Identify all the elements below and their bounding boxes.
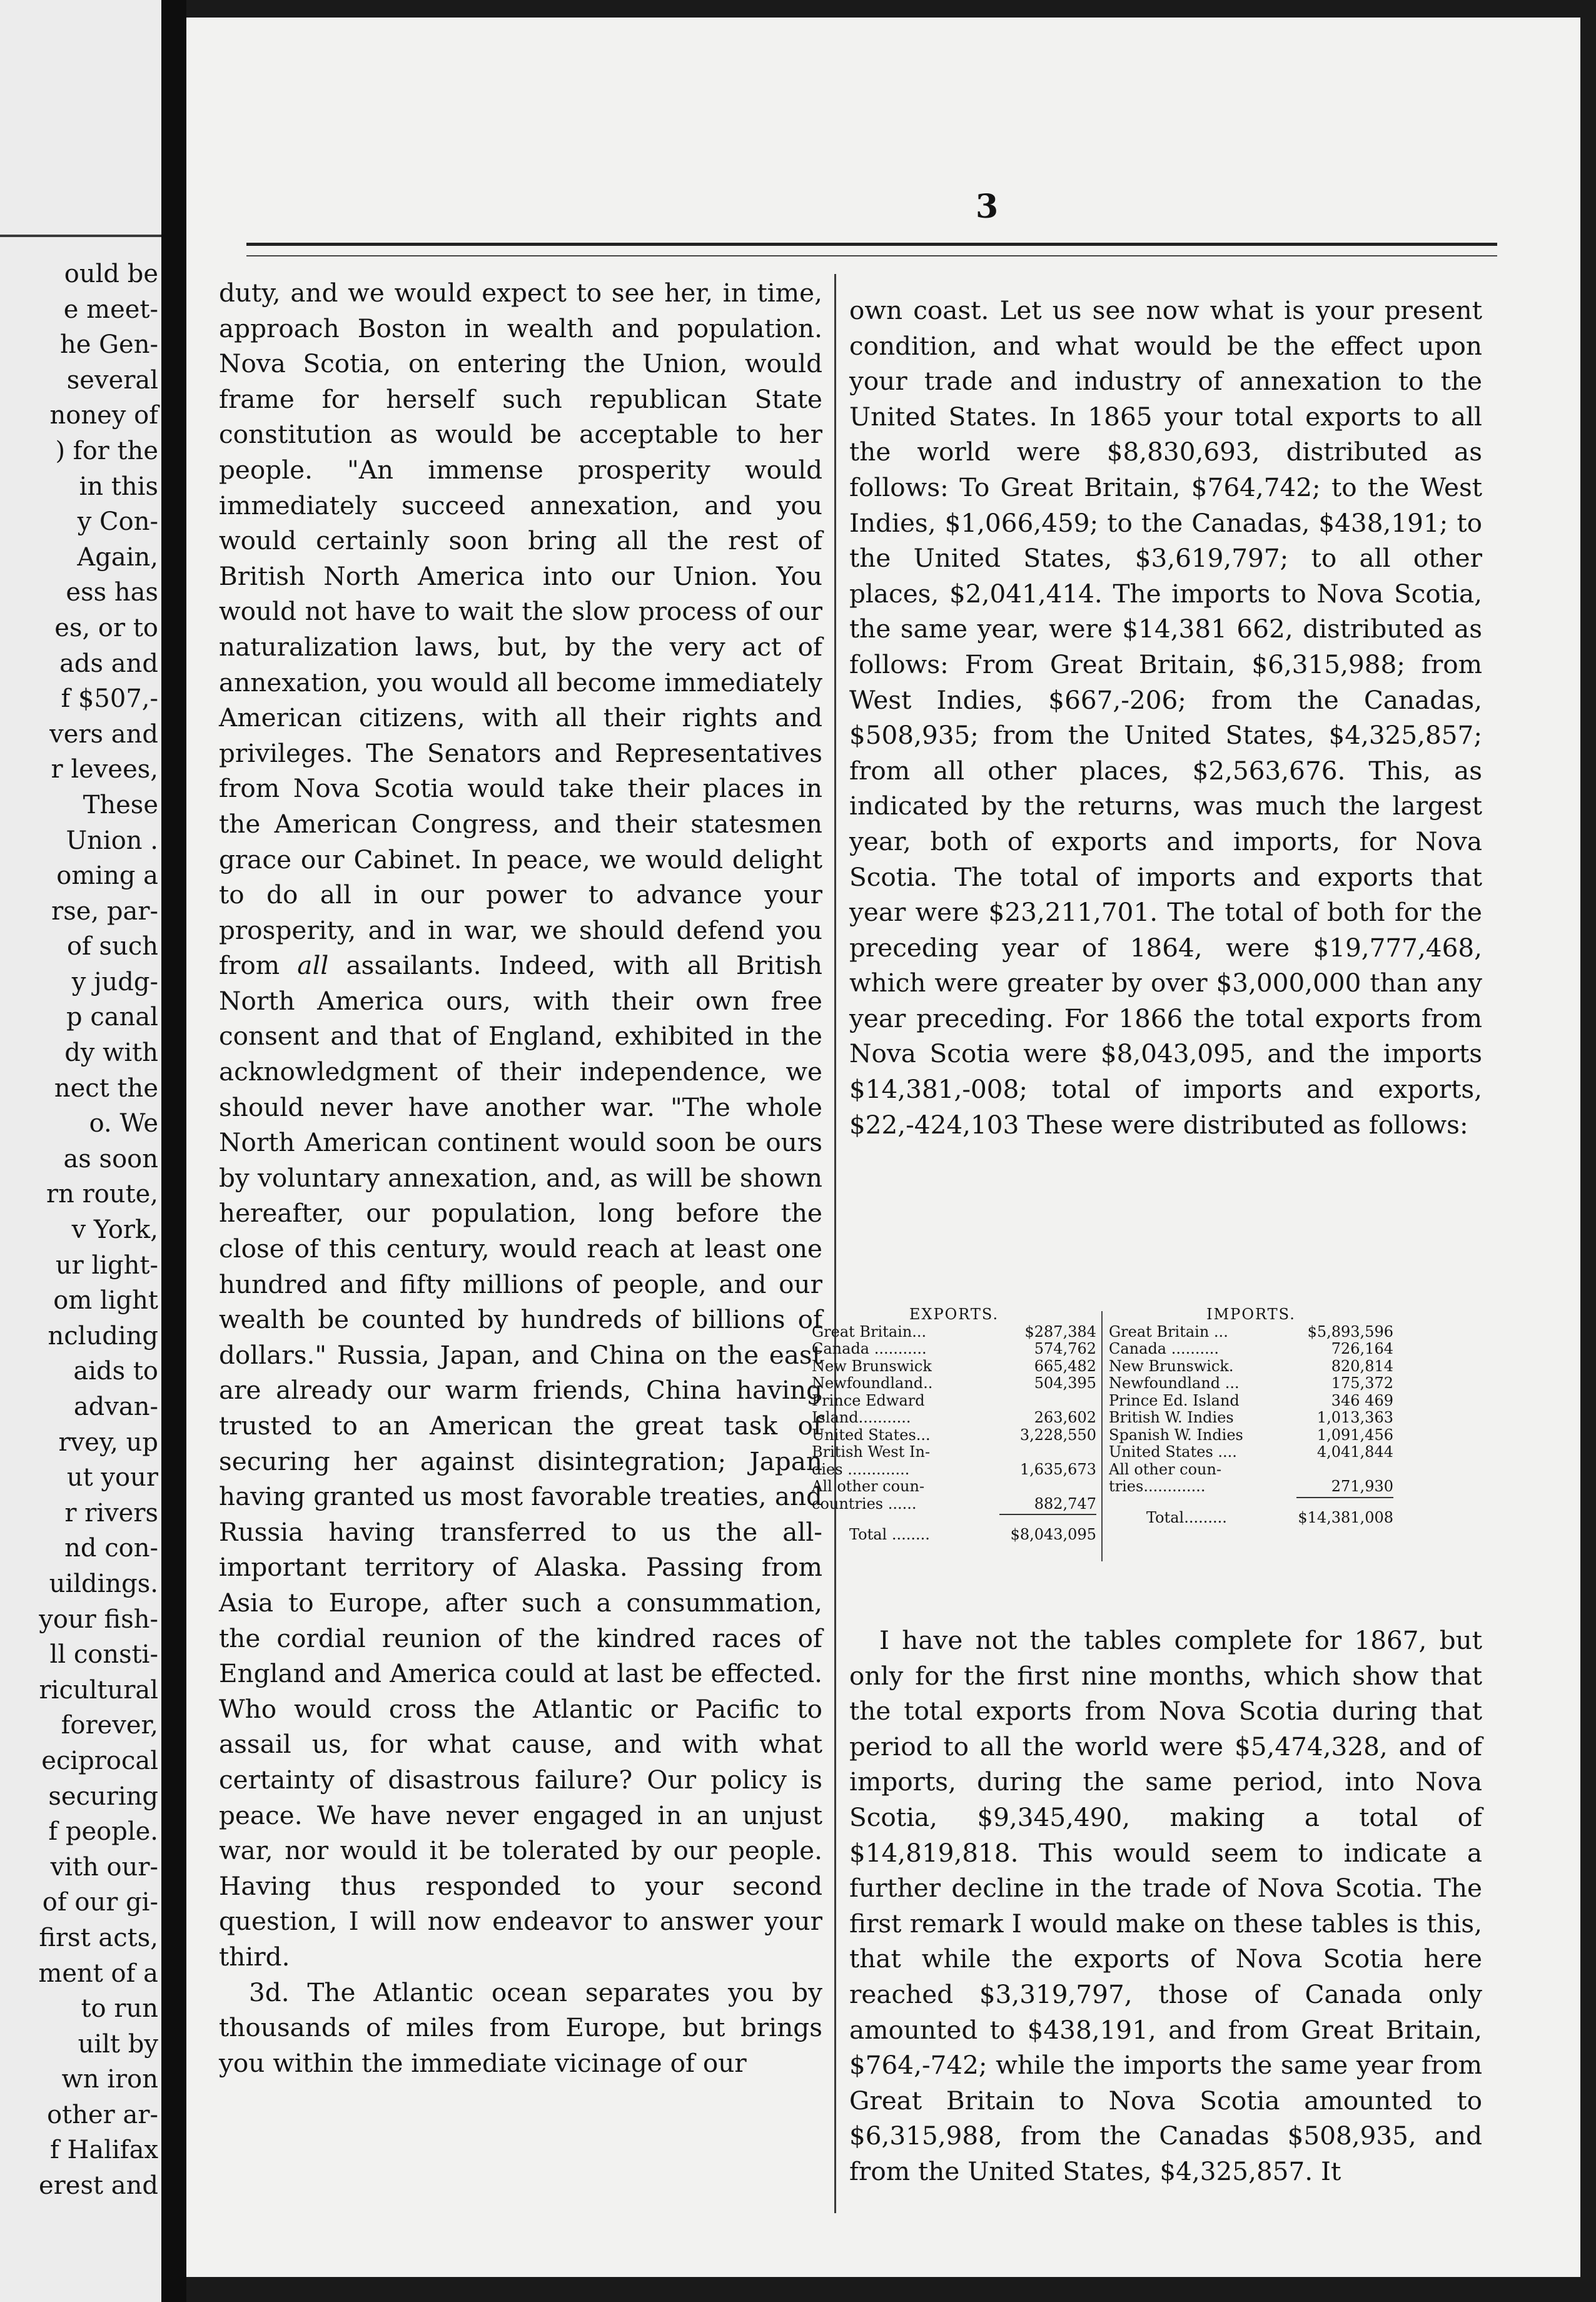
- imports-row: [1109, 1324, 1393, 1341]
- left-page-line: y judg-: [71, 967, 158, 996]
- exports-country: New Brunswick: [812, 1357, 932, 1375]
- imports-total-value: $14,381,008: [1298, 1508, 1393, 1526]
- exports-country: British West In-: [812, 1444, 931, 1461]
- left-page-line: r rivers: [64, 1498, 158, 1528]
- left-page-line: aids to: [73, 1357, 158, 1386]
- left-page-line: r levees,: [51, 755, 158, 784]
- left-page-line: Again,: [77, 542, 158, 572]
- imports-sum-rule: [1296, 1497, 1393, 1498]
- imports-country: Spanish W. Indies: [1109, 1426, 1243, 1444]
- left-page-line: he Gen-: [59, 330, 158, 360]
- imports-amount: 726,164: [1331, 1340, 1393, 1357]
- exports-total-value: $8,043,095: [1010, 1526, 1096, 1543]
- imports-row: [1109, 1358, 1393, 1376]
- exports-country: countries ......: [812, 1495, 917, 1513]
- imports-country: New Brunswick.: [1109, 1357, 1234, 1375]
- header-rule-thin: [246, 255, 1497, 256]
- exports-row: [812, 1478, 1096, 1496]
- imports-row: [1109, 1461, 1393, 1479]
- left-page-line: rvey, up: [58, 1427, 158, 1457]
- exports-country: Canada ...........: [812, 1341, 927, 1357]
- imports-country: British W. Indies: [1109, 1409, 1234, 1426]
- exports-sum-rule: [999, 1514, 1096, 1515]
- left-page-line: ) for the: [55, 436, 158, 465]
- exports-amount: 665,482: [1034, 1357, 1096, 1375]
- left-page-line: to run: [81, 1994, 158, 2024]
- exports-row: [812, 1427, 1096, 1444]
- left-page-line: ncluding: [48, 1321, 158, 1351]
- exports-country: dies .............: [812, 1461, 910, 1478]
- column-right-paragraph-2-wrap: [849, 1623, 1482, 2189]
- left-page-text: [5, 256, 158, 2204]
- exports-amount: 882,747: [1034, 1494, 1096, 1513]
- exports-row: [812, 1496, 1096, 1513]
- left-page-line: as soon: [63, 1144, 158, 1174]
- exports-row: [812, 1324, 1096, 1341]
- exports-row: [812, 1375, 1096, 1392]
- exports-row: [812, 1392, 1096, 1410]
- left-page-line: your fish-: [39, 1605, 158, 1634]
- left-page-line: f Halifax: [49, 2136, 158, 2165]
- left-page-line: ess has: [66, 578, 158, 607]
- left-page-line: oming a: [56, 861, 158, 891]
- exports-country: Great Britain...: [812, 1323, 927, 1341]
- imports-amount: $5,893,596: [1307, 1322, 1393, 1341]
- left-page-line: y Con-: [77, 507, 158, 537]
- left-page-line: rse, par-: [51, 896, 158, 926]
- left-page-line: of such: [66, 932, 158, 961]
- left-page-line: v York,: [71, 1215, 158, 1245]
- left-page-line: eciprocal: [41, 1746, 158, 1775]
- column-left-paragraph-1: duty, and we would expect to see her, in time, approach Boston in wealth and population. Nova Scotia, on entering the Union, would frame for herself such republican State constitution as would be acceptable to her people. "An immense prosperity would immediately succeed annexation, and you would certainly soon bring all the rest of British North America into our Union. You would not have to wait the slow process of our naturalization laws, but, by the very act of annexation, you would all become immediately American citizens, with all their rights and privileges. The Senators and Representatives from Nova Scotia would take their places in the American Congress, and their statesmen grace our Cabinet. In peace, we would delight to do all in our power to advance your prosperity, and in war, we should defend you from all assailants. Indeed, with all British North America ours, with their own free consent and that of England, exhibited in the acknowledgment of their independence, we should never have another war. "The whole North American continent would soon be ours by voluntary annexation, and, as will be shown hereafter, our population, long before the close of this century, would reach at least one hundred and fifty millions of people, and our wealth be counted by hundreds of billions of dollars." Russia, Japan, and China on the east are already our warm friends, China having trusted to an American the great task of securing her against disintegration; Japan having granted us most favorable treaties, and Russia having transferred to us the all-important territory of Alaska. Passing from Asia to Europe, after such a consummation, the cordial reunion of the kindred races of England and America could at last be effected. Who would cross the Atlantic or Pacific to assail us, for what cause, and with what certainty of disastrous failure? Our policy is peace. We have never engaged in an unjust war, nor would it be tolerated by our people. Having thus responded to your second question, I will now endeavor to answer your third.: [219, 278, 822, 1972]
- left-page-line: om light: [53, 1286, 158, 1316]
- imports-country: All other coun-: [1109, 1461, 1222, 1478]
- exports-total-row: [812, 1526, 1096, 1544]
- imports-amount: 4,041,844: [1316, 1443, 1393, 1461]
- imports-country: Great Britain ...: [1109, 1323, 1228, 1341]
- left-page-line: These: [83, 790, 158, 819]
- left-page-line: securing: [48, 1782, 158, 1811]
- column-right-paragraph-2: I have not the tables complete for 1867, but only for the first nine months, which show that the total exports from Nova Scotia during that period to all the world were $5,474,328, and of imports, during the same period, into Nova Scotia, $9,345,490, making a total of $14,819,818. This would seem to indicate a further decline in the trade of Nova Scotia. The first remark I would make on these tables is this, that while the exports of Nova Scotia here reached $3,319,797, those of Canada only amounted to $438,191, and from Great Britain, $764,-742; while the imports the same year from Great Britain to Nova Scotia amounted to $6,315,988, from the Canadas $508,935, and from the United States, $4,325,857. It: [849, 1625, 1482, 2186]
- header-rule: [246, 243, 1497, 246]
- column-left-paragraph-2: 3d. The Atlantic ocean separates you by thousands of miles from Europe, but brings you within the immediate vicinage of our: [219, 1977, 822, 2078]
- column-left: [219, 275, 822, 2081]
- column-right-paragraph-1: own coast. Let us see now what is your present condition, and what would be the effect upon your trade and industry of annexation to the United States. In 1865 your total exports to all the world were $8,830,693, distributed as follows: To Great Britain, $764,742; to the West Indies, $1,066,459; to the Canadas, $438,191; to the United States, $3,619,797; to all other places, $2,041,414. The imports to Nova Scotia, the same year, were $14,381 662, distributed as follows: From Great Britain, $6,315,988; from West Indies, $667,-206; from the Canadas, $508,935; from the United States, $4,325,857; from all other places, $2,563,676. This, as indicated by the returns, was much the largest year, both of exports and imports, for Nova Scotia. The total of imports and exports that year were $23,211,701. The total of both for the preceding year of 1864, were $19,777,468, which were greater by over $3,000,000 than any year preceding. For 1866 the total exports from Nova Scotia were $8,043,095, and the imports $14,381,-008; total of imports and exports, $22,-424,103 These were distributed as follows:: [849, 295, 1482, 1140]
- left-page-line: e meet-: [63, 295, 158, 324]
- exports-amount: 574,762: [1034, 1340, 1096, 1357]
- left-page-line: rn route,: [46, 1180, 158, 1209]
- exports-heading: EXPORTS.: [909, 1306, 999, 1323]
- book-spine: [161, 0, 186, 2302]
- left-page-fragment: [0, 0, 161, 2302]
- exports-row: [812, 1358, 1096, 1376]
- left-page-line: advan-: [73, 1392, 158, 1421]
- left-page-line: dy with: [64, 1038, 158, 1068]
- exports-row: [812, 1461, 1096, 1479]
- exports-amount: 3,228,550: [1019, 1426, 1096, 1444]
- imports-amount: 1,013,363: [1316, 1409, 1393, 1426]
- left-page-line: Union .: [66, 826, 158, 855]
- imports-country: Newfoundland ...: [1109, 1375, 1240, 1392]
- left-page-line: noney of: [49, 401, 158, 430]
- left-page-line: f people.: [48, 1817, 158, 1847]
- imports-amount: 346 469: [1331, 1391, 1393, 1409]
- left-page-line: of our gi-: [42, 1888, 158, 1917]
- imports-row: [1109, 1409, 1393, 1427]
- exports-row: [812, 1409, 1096, 1427]
- left-page-line: ricultural: [39, 1675, 158, 1705]
- left-page-line: vers and: [49, 719, 158, 749]
- exports-amount: 504,395: [1034, 1374, 1096, 1392]
- left-page-line: o. We: [89, 1109, 158, 1138]
- left-page-line: ould be: [64, 260, 158, 288]
- imports-amount: 271,930: [1331, 1478, 1393, 1495]
- left-page-line: several: [66, 365, 158, 395]
- exports-amount: 263,602: [1034, 1409, 1096, 1426]
- imports-amount: 820,814: [1331, 1357, 1393, 1375]
- exports-amount: $287,384: [1024, 1322, 1096, 1341]
- imports-country: tries.............: [1109, 1478, 1206, 1495]
- exports-total-label: Total ........: [849, 1526, 930, 1543]
- exports-country: Island...........: [812, 1409, 911, 1426]
- trade-table-divider: [1101, 1311, 1103, 1561]
- left-page-line: in this: [79, 472, 158, 501]
- exports-row: [812, 1444, 1096, 1461]
- left-page-line: other ar-: [47, 2100, 158, 2129]
- imports-row: [1109, 1375, 1393, 1392]
- imports-country: Canada ..........: [1109, 1341, 1220, 1357]
- left-page-line: erest and: [39, 2171, 158, 2201]
- left-page-line: forever,: [61, 1711, 158, 1740]
- left-page-line: first acts,: [39, 1923, 158, 1952]
- imports-total-row: [1109, 1509, 1393, 1527]
- imports-amount: 1,091,456: [1316, 1426, 1393, 1444]
- left-page-line: ut your: [66, 1463, 158, 1493]
- left-page-line: nect the: [54, 1073, 158, 1103]
- imports-row: [1109, 1478, 1393, 1496]
- exports-amount: 1,635,673: [1019, 1460, 1096, 1478]
- right-page: [186, 18, 1580, 2277]
- imports-country: Prince Ed. Island: [1109, 1392, 1240, 1409]
- left-page-line: uilt by: [78, 2029, 158, 2059]
- page-number: 3: [976, 188, 999, 226]
- exports-country: All other coun-: [812, 1478, 925, 1495]
- imports-country: United States ....: [1109, 1444, 1237, 1461]
- left-page-line: nd con-: [64, 1534, 158, 1563]
- imports-row: [1109, 1427, 1393, 1444]
- imports-row: [1109, 1444, 1393, 1461]
- left-page-rule: [0, 235, 161, 237]
- imports-row: [1109, 1392, 1393, 1410]
- emphasis-all: all: [297, 950, 329, 981]
- imports-heading: IMPORTS.: [1206, 1306, 1296, 1323]
- left-page-line: ur light-: [55, 1250, 158, 1280]
- left-page-line: vith our-: [50, 1852, 158, 1882]
- left-page-line: ment of a: [38, 1959, 158, 1988]
- left-page-line: ll consti-: [49, 1640, 158, 1670]
- left-page-line: f $507,-: [61, 684, 158, 714]
- exports-country: Newfoundland..: [812, 1375, 933, 1392]
- imports-table: [1109, 1306, 1393, 1526]
- left-page-line: uildings.: [49, 1569, 158, 1598]
- exports-country: Prince Edward: [812, 1392, 925, 1409]
- exports-table: [812, 1306, 1096, 1544]
- imports-row: [1109, 1341, 1393, 1358]
- left-page-line: es, or to: [54, 613, 158, 642]
- left-page-line: p canal: [66, 1003, 158, 1032]
- trade-table-1866: [812, 1306, 1400, 1581]
- imports-amount: 175,372: [1331, 1374, 1393, 1392]
- exports-row: [812, 1341, 1096, 1358]
- left-page-line: wn iron: [61, 2065, 158, 2094]
- column-right: [849, 293, 1482, 1142]
- exports-country: United States...: [812, 1426, 931, 1444]
- imports-total-label: Total.........: [1146, 1508, 1227, 1526]
- column-divider: [834, 274, 836, 2213]
- left-page-line: ads and: [59, 649, 158, 678]
